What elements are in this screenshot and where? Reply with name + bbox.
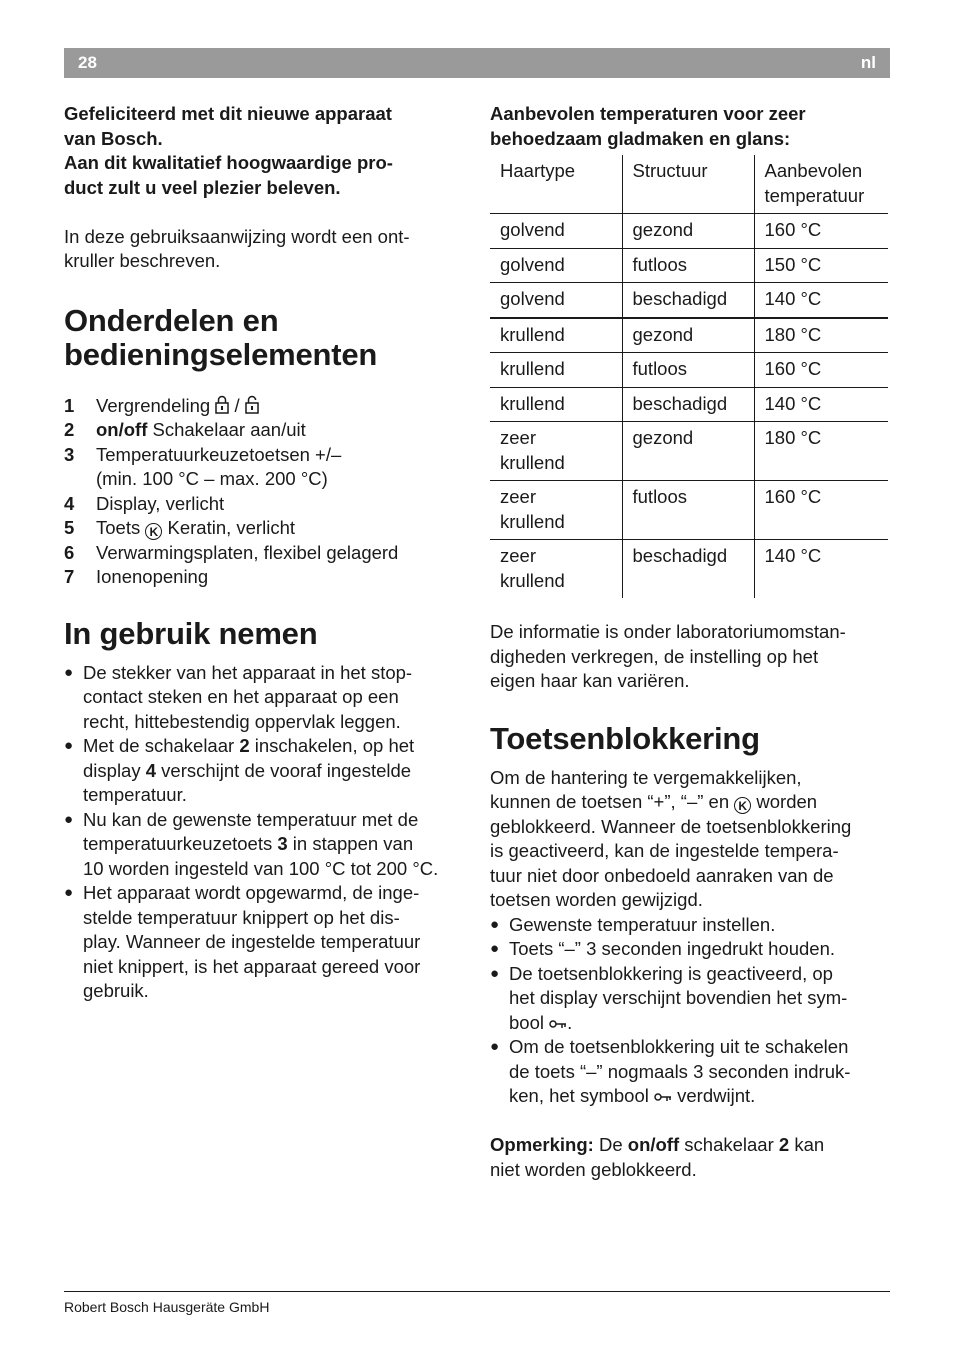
page-header-bar [64,48,890,78]
list-item: ● Het apparaat wordt opgewarmd, de inge- stelde temperatuur knippert op het dis- play. Wanneer de ingestelde temperatuur niet knippert, is het apparaat gereed voor gebruik. [64,881,464,1004]
list-item: ● Gewenste temperatuur instellen. [490,913,890,938]
list-item: 1 Vergrendeling / [64,394,464,419]
language-code: nl [860,52,876,72]
table-row: zeer krullend beschadigd 140 °C [490,540,888,599]
temperature-table [490,155,888,598]
list-item: 2 on/off Schakelaar aan/uit [64,419,306,440]
list-item: ● De stekker van het apparaat in het stop- contact steken en het apparaat op een recht, hittebestendig oppervlak leggen. [64,661,464,735]
note-text: Opmerking: De on/off schakelaar 2 kan niet worden geblokkeerd. [490,1134,825,1180]
list-item: 7 Ionenopening [64,566,209,587]
footer-divider [64,1291,890,1292]
keratin-k-icon: K [734,797,751,814]
lock-heading: Toetsenblokkering [490,720,760,756]
key-icon [549,1018,567,1030]
page-number: 28 [78,52,97,72]
left-column [64,102,464,1004]
intro-text: In deze gebruiksaanwijzing wordt een ont- kruller beschreven. [64,225,410,271]
lock-closed-icon [215,395,229,415]
parts-heading: Onderdelen en bedieningselementen [64,302,378,372]
use-heading: In gebruik nemen [64,615,318,651]
info-text: De informatie is onder laboratoriumomstan- digheden verkregen, de instelling op het eigen haar kan variëren. [490,621,846,691]
keratin-k-icon: K [145,523,162,540]
table-row: krullend gezond 180 °C [490,318,888,353]
table-row: zeer krullend gezond 180 °C [490,422,888,481]
right-column [490,102,890,1182]
lock-paragraph: Om de hantering te vergemakkelijken, kunnen de toetsen “+”, “–” en K worden geblokkeerd. Wanneer de toetsenblokkering is geactiveerd, kan de ingestelde tempera- tuur niet door onbedoeld aanraken van de toetsen worden gewijzigd. [490,766,852,910]
list-item: ● Toets “–” 3 seconden ingedrukt houden. [490,937,890,962]
table-row: krullend beschadigd 140 °C [490,387,888,422]
table-header-row: Haartype Structuur Aanbevolen temperatuur [490,155,888,214]
table-row: golvend gezond 160 °C [490,214,888,249]
list-item: 4 Display, verlicht [64,492,225,514]
key-icon [654,1091,672,1103]
table-caption: Aanbevolen temperaturen voor zeer behoedzaam gladmaken en glans: [490,103,806,149]
table-row: golvend futloos 150 °C [490,248,888,283]
list-item: ● Om de toetsenblokkering uit te schakelen de toets “–” nogmaals 3 seconden indruk- ken, het symbool verdwijnt. [490,1035,890,1109]
lock-bullets [490,913,890,1109]
parts-list [64,394,464,590]
table-row: zeer krullend futloos 160 °C [490,481,888,540]
footer-company: Robert Bosch Hausgeräte GmbH [64,1299,270,1315]
lock-open-icon [245,395,259,415]
list-item: 3 Temperatuurkeuzetoetsen +/– (min. 100 °C – max. 200 °C) [64,443,342,489]
list-item: 6 Verwarmingsplaten, flexibel gelagerd [64,541,399,563]
list-item: 5 Toets K Keratin, verlicht [64,517,295,539]
list-item: ● Met de schakelaar 2 inschakelen, op het display 4 verschijnt de vooraf ingestelde temperatuur. [64,734,464,808]
intro-bold: Gefeliciteerd met dit nieuwe apparaat van Bosch. Aan dit kwalitatief hoogwaardige pro- duct zult u veel plezier beleven. [64,103,393,198]
list-item: ● De toetsenblokkering is geactiveerd, op het display verschijnt bovendien het sym- bool . [490,962,890,1036]
list-item: ● Nu kan de gewenste temperatuur met de temperatuurkeuzetoets 3 in stappen van 10 worden ingesteld van 100 °C tot 200 °C. [64,808,464,882]
use-bullets [64,661,464,1004]
table-row: golvend beschadigd 140 °C [490,283,888,318]
table-row: krullend futloos 160 °C [490,353,888,388]
